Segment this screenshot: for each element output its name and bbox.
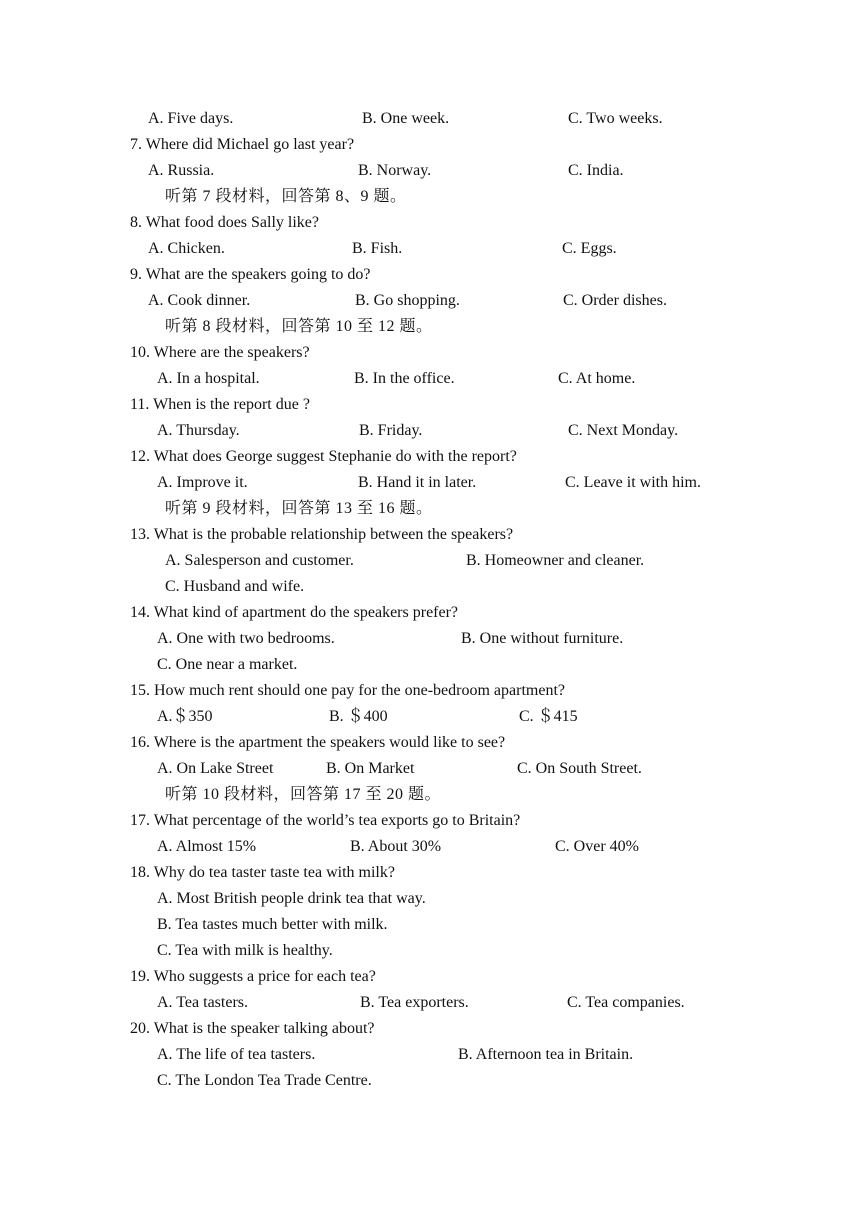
option: A. One with two bedrooms. — [157, 630, 335, 647]
option: C. One near a market. — [157, 656, 298, 673]
option: A. Salesperson and customer. — [165, 552, 354, 569]
option: A. Cook dinner. — [148, 292, 251, 309]
question: 18. Why do tea taster taste tea with milk? — [130, 864, 395, 881]
option: A. Tea tasters. — [157, 994, 248, 1011]
option: C. Tea companies. — [567, 994, 685, 1011]
option: B. Afternoon tea in Britain. — [458, 1046, 634, 1063]
section-heading: 听第 10 段材料，回答第 17 至 20 题。 — [165, 786, 442, 803]
option: B. ＄400 — [329, 708, 388, 725]
option: C. At home. — [558, 370, 636, 387]
question: 9. What are the speakers going to do? — [130, 266, 371, 283]
option: C. Eggs. — [562, 240, 617, 257]
option: C. On South Street. — [517, 760, 642, 777]
question: 16. Where is the apartment the speakers would like to see? — [130, 734, 506, 751]
option: C. Tea with milk is healthy. — [157, 942, 333, 959]
option: C. Leave it with him. — [565, 474, 701, 491]
option: B. Hand it in later. — [358, 474, 477, 491]
section-heading: 听第 8 段材料，回答第 10 至 12 题。 — [165, 318, 433, 335]
option: B. About 30% — [350, 838, 442, 855]
option: C. Two weeks. — [568, 110, 663, 127]
option: B. Tea tastes much better with milk. — [157, 916, 388, 933]
option: A. Most British people drink tea that way. — [157, 890, 426, 907]
option: A. Chicken. — [148, 240, 225, 257]
option: A. Almost 15% — [157, 838, 257, 855]
option: A. Russia. — [148, 162, 215, 179]
question: 19. Who suggests a price for each tea? — [130, 968, 376, 985]
option: A. Five days. — [148, 110, 234, 127]
question: 11. When is the report due ? — [130, 396, 310, 413]
option: C. Husband and wife. — [165, 578, 305, 595]
option: B. Friday. — [359, 422, 423, 439]
section-heading: 听第 9 段材料，回答第 13 至 16 题。 — [165, 500, 433, 517]
option: A. On Lake Street — [157, 760, 274, 777]
option: C. India. — [568, 162, 624, 179]
option: C. ＄415 — [519, 708, 578, 725]
option: C. Order dishes. — [563, 292, 667, 309]
option: B. Norway. — [358, 162, 432, 179]
option: A. In a hospital. — [157, 370, 260, 387]
question: 14. What kind of apartment do the speakers prefer? — [130, 604, 459, 621]
option: B. One week. — [362, 110, 450, 127]
question: 13. What is the probable relationship between the speakers? — [130, 526, 514, 543]
option: C. Over 40% — [555, 838, 639, 855]
question: 15. How much rent should one pay for the one-bedroom apartment? — [130, 682, 565, 699]
question: 7. Where did Michael go last year? — [130, 136, 355, 153]
option: B. In the office. — [354, 370, 455, 387]
question: 10. Where are the speakers? — [130, 344, 310, 361]
option: B. Tea exporters. — [360, 994, 469, 1011]
option: B. On Market — [326, 760, 415, 777]
option: B. Fish. — [352, 240, 403, 257]
question: 12. What does George suggest Stephanie do with the report? — [130, 448, 517, 465]
option: B. Go shopping. — [355, 292, 460, 309]
option: A. Improve it. — [157, 474, 248, 491]
question: 20. What is the speaker talking about? — [130, 1020, 375, 1037]
question: 17. What percentage of the world’s tea exports go to Britain? — [130, 812, 521, 829]
option: A.＄350 — [157, 708, 213, 725]
option: C. The London Tea Trade Centre. — [157, 1072, 372, 1089]
section-heading: 听第 7 段材料，回答第 8、9 题。 — [165, 188, 407, 205]
option: B. One without furniture. — [461, 630, 624, 647]
question: 8. What food does Sally like? — [130, 214, 319, 231]
option: C. Next Monday. — [568, 422, 679, 439]
option: B. Homeowner and cleaner. — [466, 552, 645, 569]
option: A. Thursday. — [157, 422, 240, 439]
option: A. The life of tea tasters. — [157, 1046, 316, 1063]
